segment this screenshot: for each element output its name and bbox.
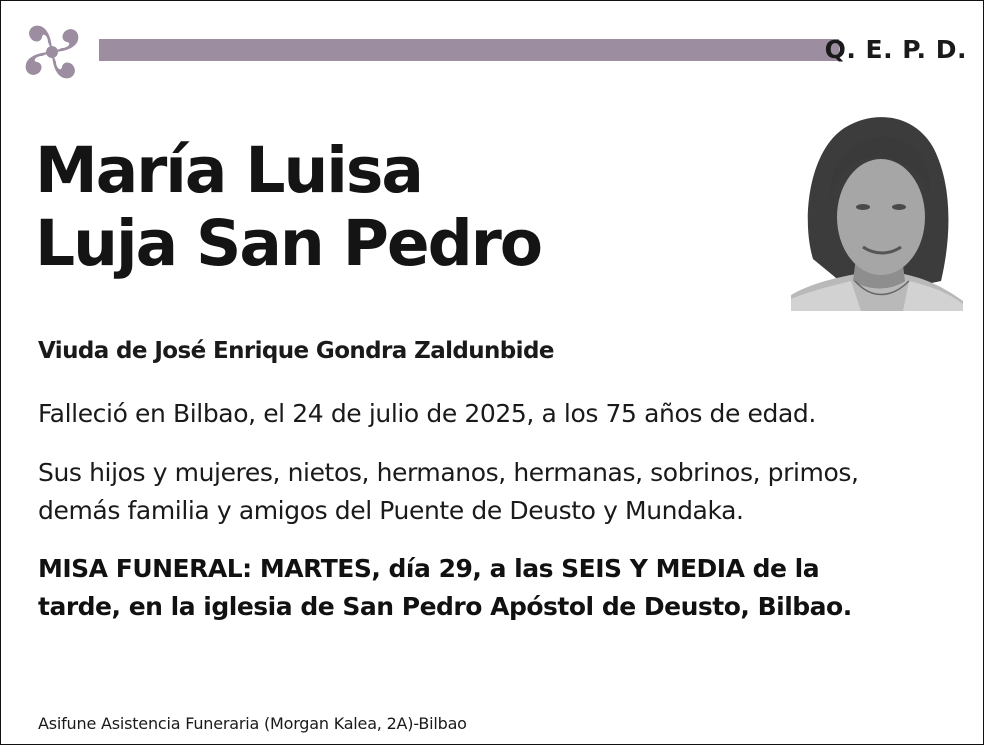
funeral-mass-notice	[38, 550, 852, 626]
mass-line: tarde, en la iglesia de San Pedro Apóstol de Deusto, Bilbao.	[38, 592, 852, 621]
death-notice: Falleció en Bilbao, el 24 de julio de 2025, a los 75 años de edad.	[38, 399, 816, 428]
family-notice	[38, 454, 859, 530]
first-names: María Luisa	[35, 134, 422, 207]
portrait-photo	[791, 109, 963, 311]
surnames: Luja San Pedro	[35, 207, 542, 280]
rip-abbreviation: Q. E. P. D.	[824, 35, 967, 64]
family-line: Sus hijos y mujeres, nietos, hermanos, hermanas, sobrinos, primos,	[38, 458, 859, 487]
mass-line: MISA FUNERAL: MARTES, día 29, a las SEIS Y MEDIA de la	[38, 554, 820, 583]
spouse-line: Viuda de José Enrique Gondra Zaldunbide	[38, 338, 554, 364]
lauburu-icon	[15, 16, 89, 88]
deceased-name	[35, 134, 541, 280]
family-line: demás familia y amigos del Puente de Deusto y Mundaka.	[38, 496, 744, 525]
funeral-home-footer: Asifune Asistencia Funeraria (Morgan Kalea, 2A)-Bilbao	[38, 714, 467, 733]
header-bar	[99, 39, 839, 61]
